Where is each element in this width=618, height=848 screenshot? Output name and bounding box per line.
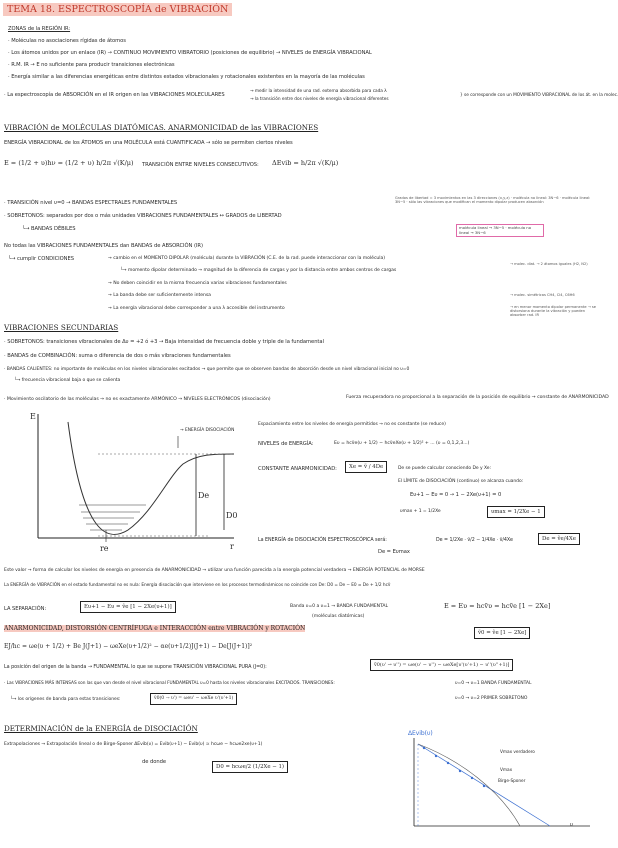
secondary-line: └→ frecuencia vibracional baja o que se calienta <box>14 378 121 383</box>
intro-line: · La espectroscopía de ABSORCIÓN en el IR origen en las VIBRACIONES MOLECULARES <box>4 92 225 98</box>
vmax-formula-box: υmax = 1/2Xe − 1 <box>487 506 545 518</box>
levels-label: NIVELES de ENERGÍA: <box>258 441 314 447</box>
dissociation-where: de donde <box>142 759 166 765</box>
graph-x-label: υ <box>570 822 573 828</box>
graph-label-birge-sponer: Birge-Sponer <box>498 779 526 784</box>
graph-label-vmax-true: Vmax verdadero <box>500 750 535 755</box>
separation-formula-box: Eυ+1 − Eυ = ṽe [1 − 2Xe(υ+1)] <box>80 601 176 613</box>
intro-line: → la transición entre dos niveles de energía vibracional diferentes <box>250 97 389 102</box>
band-line: · SOBRETONOS: separados por dos o más unidades VIBRACIONES FUNDAMENTALES ↔ GRADOS de LIBERTAD <box>4 213 282 219</box>
v0-formula-box: ṽ0 = ṽe [1 − 2Xe] <box>474 627 530 639</box>
page-title: TEMA 18. ESPECTROSCOPÍA de VIBRACIÓN <box>3 3 232 16</box>
secondary-line: · BANDAS de COMBINACIÓN: suma o diferencia de dos o más vibraciones fundamentales <box>4 353 231 359</box>
section-heading-ir-zones: ZONAS de la REGIÓN IR: <box>8 26 71 32</box>
secondary-line: · BANDAS CALIENTES: no importante de moléculas en los niveles vibracionales excitados → que permite que se observen bandas de absorción desde un nivel vibracional inicial no υ=0 <box>4 367 410 372</box>
morse-text: Este valor → forma de calcular los niveles de energía en presencia de ANARMONICIDAD → utilizar una función parecida a la energía potencial verdadera → ENERGÍA POTENCIAL de MORSE <box>4 568 425 573</box>
spacing-text: Espaciamiento entre los niveles de energía permitidos → no es constante (se reduce) <box>258 422 446 427</box>
condition-item: → La energía vibracional debe corresponder a una λ accesible del instrumento <box>108 306 285 311</box>
secondary-line: · SOBRETONOS: transiciones vibracionales de Δυ = +2 ó +3 → Baja intensidad de frecuencia doble y triple de la fundamental <box>4 339 324 345</box>
transition-fundamental: υ=0 → υ=1 BANDA FUNDAMENTAL <box>455 681 532 686</box>
intro-line: · Moléculas no asociaciones rígidas de átomos <box>8 38 126 44</box>
dissociation-label: → ENERGÍA DISOCIACIÓN <box>180 428 235 433</box>
origins-formula-box: ṽ0(0 → υ') = ωeυ' − ωeXe υ'(υ'+1) <box>150 693 237 705</box>
dissociation-energy-label: La ENERGÍA de DISOCIACIÓN ESPECTROSCÓPICA será: <box>258 538 387 543</box>
vmax-note: υmax + 1 = 1/2Xe <box>400 509 441 514</box>
side-note: → molec. simétricas CH4, Cl4, C6H6 <box>510 293 575 297</box>
intro-line: } se corresponde con un MOVIMIENTO VIBRACIONAL de los át. en la molec. <box>460 93 618 98</box>
morse-text: La ENERGÍA de VIBRACIÓN en el estado fundamental no es nula: Energía disociación que interviene en los procesos termodinámicos no coincide con De: D0 = De − E0 ≃ De + 1/2 hcṽ <box>4 583 391 588</box>
dissociation-text: Extrapolaciones → Extrapolación lineal o de Birge-Sponer ΔEvib(υ) = Evib(υ+1) − Evib(υ) ≃ hcωe − hcωe2xe(υ+1) <box>4 742 263 747</box>
anharmonicity-note: De se puede calcular conociendo De y Xe: <box>398 466 491 471</box>
energy-formula: E = (1/2 + υ)hν = (1/2 + υ) h/2π √(K/μ) <box>4 159 134 167</box>
rotation-formula: EJ/hc = ωe(υ + 1/2) + Be J(J+1) − ωeXe(υ+1/2)² − αe(υ+1/2)J(J+1) − De[J(J+1)]² <box>4 643 253 650</box>
origins-text: └→ los orígenes de banda para estas transiciones: <box>10 697 121 702</box>
top-side-note: Grados de libertad = 3 movimientos en las 3 direcciones (x,y,z) · molécula no lineal: 3N−6 · molécula lineal: 3N−5 · sólo las vibraciones que modifican el momento dipolar producen absorción <box>395 196 591 205</box>
side-note: → molec. diat. → 2 átomos iguales (H2, N2) <box>510 262 588 266</box>
intense-text: · Las VIBRACIONES MÁS INTENSAS son las que van desde el nivel vibracional FUNDAMENTAL υ=0 hasta los niveles vibracionales EXCITADOS. TRANSICIONES: <box>4 681 335 686</box>
separation-label: LA SEPARACIÓN: <box>4 606 47 612</box>
levels-formula: Eυ = hcṽe(υ + 1/2) − hcṽeXe(υ + 1/2)² + ... (υ = 0,1,2,3...) <box>334 441 470 446</box>
intro-line: → medir la intensidad de una rad. externa absorbida para cada λ <box>250 89 387 94</box>
position-text: La posición del origen de la banda → FUNDAMENTAL lo que se supone TRANSICIÓN VIBRACIONAL PURA (J=0): <box>4 664 267 670</box>
intro-line: · R.M. IR → E no suficiente para producir transiciones electrónicas <box>8 62 175 68</box>
dissociation-energy-formula: De = Eυmax <box>378 549 410 555</box>
transition-formula: ΔEvib = h/2π √(K/μ) <box>272 159 339 167</box>
axis-label-e: E <box>30 412 36 421</box>
side-note: → en menor momento dipolar permanente → se distorsiona durante la vibración y pueden absorber rad. IR <box>510 305 596 318</box>
pink-note: molécula lineal → 3N−5 · molécula no lineal → 3N−6 <box>456 224 544 237</box>
birge-sponer-graph <box>400 730 595 842</box>
fundamental-band-text: Banda υ=0 a υ=1 → BANDA FUNDAMENTAL <box>290 604 388 609</box>
section-heading-rotation <box>4 625 305 633</box>
section-heading-dissociation: DETERMINACIÓN de la ENERGÍA de DISOCIACIÓN <box>4 724 198 733</box>
band-line: └→ BANDAS DÉBILES <box>22 226 76 232</box>
limit-note: El LÍMITE de DISOCIACIÓN (continuo) se alcanza cuando: <box>398 479 524 484</box>
label-d0: D0 <box>226 511 238 520</box>
graph-y-label: ΔEvib(υ) <box>408 730 433 737</box>
anharmonicity-label: CONSTANTE ANARMONICIDAD: <box>258 466 337 472</box>
condition-item: → La banda debe ser suficientemente intensa <box>108 293 211 298</box>
diatomic-note: (moléculas diatómicas) <box>312 614 365 619</box>
d0-formula-box: D0 = hcωe/2 (1/2Xe − 1) <box>212 761 288 773</box>
secondary-line: · Movimiento oscilatorio de las moléculas → no es exactamente ARMÓNICO → NIVELES ELECTRÓNICOS (disociación) <box>4 397 271 402</box>
de-formula: De = 1/2Xe · ṽ/2 − 1/4Xe · ṽ/4Xe <box>436 538 513 543</box>
section-heading-secondary: VIBRACIONES SECUNDARIAS <box>4 323 119 332</box>
secondary-line: Fuerza recuperadora no proporcional a la separación de la posición de equilibrio → constante de ANARMONICIDAD <box>346 395 609 400</box>
fundamental-energy-formula: E = Eυ = hcṽυ = hcṽe [1 − 2Xe] <box>444 602 551 610</box>
band-line: No todas las VIBRACIONES FUNDAMENTALES dan BANDAS de ABSORCIÓN (IR) <box>4 243 203 249</box>
limit-formula: Eυ+1 − Eυ = 0 → 1 − 2Xe(υ+1) = 0 <box>410 492 502 498</box>
label-de: De <box>198 491 210 500</box>
graph-label-vmax: Vmax <box>500 768 513 773</box>
transition-label: TRANSICIÓN ENTRE NIVELES CONSECUTIVOS: <box>142 162 259 168</box>
diatomic-line: ENERGÍA VIBRACIONAL de los ÁTOMOS en una MOLÉCULA está CUANTIFICADA → sólo se permiten ciertos niveles <box>4 140 293 146</box>
intro-line: · Energía similar a las diferencias energéticas entre distintos estados vibracionales y rotacionales existentes en la mayoría de las moléculas <box>8 74 365 80</box>
intro-line: · Los átomos unidos por un enlace (IR) → CONTINUO MOVIMIENTO VIBRATORIO (posiciones de equilibrio) → NIVELES de ENERGÍA VIBRACIONAL <box>8 50 372 56</box>
condition-item: → No deben coincidir en la misma frecuencia varias vibraciones fundamentales <box>108 281 287 286</box>
position-formula-box: ṽ0(υ' → υ'') = ωe(υ' − υ'') − ωeXe[υ'(υ'+1) − υ''(υ''+1)] <box>370 659 513 671</box>
axis-label-r: r <box>230 542 234 551</box>
de-result-box: De = ṽe/4Xe <box>538 533 580 545</box>
band-line: └→ cumplir CONDICIONES <box>8 256 74 262</box>
transition-overtone: υ=0 → υ=2 PRIMER SOBRETONO <box>455 696 528 701</box>
band-line: · TRANSICIÓN nivel υ=0 → BANDAS ESPECTRALES FUNDAMENTALES <box>4 200 178 206</box>
condition-item: └→ momento dipolar determinado → magnitud de la diferencia de cargas y por la distancia entre ambos centros de cargas <box>120 268 397 273</box>
condition-item: → cambio en el MOMENTO DIPOLAR (molécula) durante la VIBRACIÓN (C.E. de la rad. puede interaccionar con la molécula) <box>108 256 386 261</box>
anharmonicity-formula-box: Xe = ṽ / 4De <box>345 461 387 473</box>
rotation-heading-text: ANARMONICIDAD, DISTORSIÓN CENTRÍFUGA e INTERACCIÓN entre VIBRACIÓN y ROTACIÓN <box>4 625 306 632</box>
section-heading-diatomic: VIBRACIÓN de MOLÉCULAS DIATÓMICAS. ANARMONICIDAD de las VIBRACIONES <box>4 123 319 132</box>
label-re: re <box>100 544 109 553</box>
